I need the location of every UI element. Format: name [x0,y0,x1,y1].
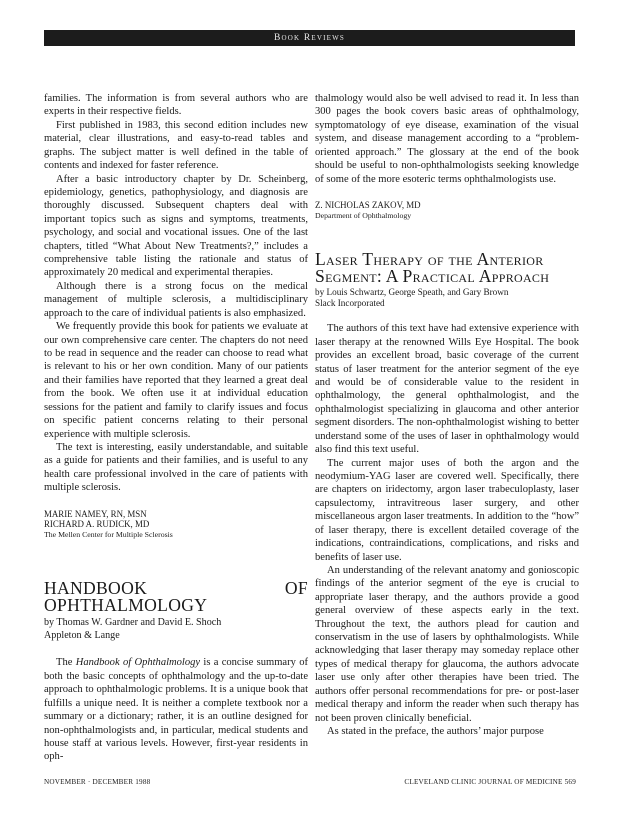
body-paragraph: The text is interesting, easily understandable, and suitable as a guide for patients and their families, and is useful to any health care professional involved in the care of patients with multiple sclerosis. [44,441,308,494]
body-paragraph: thalmology would also be well advised to read it. In less than 300 pages the book covers basic areas of ophthalmology, symptomatology of eye disease, examination of the visual system, and disease management according to a “problem-oriented approach.” The glossary at the end of the book should be useful to non-ophthalmologists seeking knowledge of some of the more esoteric terms ophthalmologists use. [315,93,579,185]
body-paragraph: The current major uses of both the argon and the neodymium-YAG laser are covered well. Specifically, there are chapters on iridectomy, argon laser trabeculoplasty, laser capsulectomy, intravitreous laser surgery, and other miscellaneous argon laser treatments. In addition to the “how” of laser therapy, there is excellent detailed coverage of the indications, contraindications, complications, and risks and benefits of laser use. [315,457,579,563]
book-publisher: Appleton & Lange [44,630,120,642]
reviewer-name: MARIE NAMEY, RN, MSN [44,508,147,519]
book-title-italic: Handbook of Ophthalmology [75,657,201,669]
review-title: HANDBOOK OF OPHTHALMOLOGY [44,578,308,616]
book-authors: by Louis Schwartz, George Speath, and Gary Brown [315,287,509,298]
body-paragraph: families. The information is from several authors who are experts in their respective fields. [44,93,308,118]
review-title [315,251,579,285]
text-run: The [56,657,76,669]
body-paragraph: An understanding of the relevant anatomy and gonioscopic findings of the anterior segment of the eye is crucial to appropriate laser therapy, and the authors provide a good general overview of these aspects early in the text. Throughout the text, the authors plead for caution and conservatism in the use of lasers by ophthalmologists. While acknowledging that laser therapy may someday replace other types of medical therapy for glaucoma, the authors advocate laser use only after other therapies have been tried. The authors offer personal recommendations for pre- or post-laser medical therapy and inform the reader when such therapy has not been proven clinically beneficial. [315,564,579,724]
book-authors: by Thomas W. Gardner and David E. Shoch [44,617,222,629]
reviewer-name: Z. NICHOLAS ZAKOV, MD [315,199,421,210]
body-paragraph: As stated in the preface, the authors’ major purpose [327,725,544,737]
body-paragraph [44,656,308,763]
reviewer-affiliation: The Mellen Center for Multiple Sclerosis [44,529,173,539]
review-title-line: Segment: A Practical Approach [315,266,550,287]
body-paragraph: The authors of this text have had extensive experience with laser therapy at the renowned Wills Eye Hospital. The book provides an excellent broad, basic coverage of the current status of laser treatment for the anterior segment of the eye and would be of considerable value to the resident in ophthalmology, the general ophthalmologist, and the ophthalmologist specializing in glaucoma and other anterior segment disorders. The non-ophthalmologist wishing to better understand some of the uses of laser in ophthalmology would also find this text useful. [315,323,579,456]
book-publisher: Slack Incorporated [315,297,385,308]
right-column [315,92,579,738]
review-title-line: Laser Therapy of the Anterior [315,249,544,270]
body-paragraph: Although there is a strong focus on the medical management of multiple sclerosis, a multidisciplinary approach to the care of individual patients is also emphasized. [44,280,308,319]
reviewer-affiliation: Department of Ophthalmology [315,210,412,220]
text-run: is a concise summary of both the basic concepts of ophthalmology and the up-to-date approach to ophthalmologic problems. It is a unique book that fulfills a unique need. It is neither a complete textbook nor a summary or a dictionary; rather, it is an outline designed for non-ophthalmologists and, in particular, medical students and house staff at various levels. However, first-year residents in oph- [44,657,308,763]
footer-journal-page: CLEVELAND CLINIC JOURNAL OF MEDICINE 569 [404,778,576,786]
left-column [44,92,308,764]
body-paragraph: First published in 1983, this second edition includes new material, clear illustrations, and easy-to-read tables and graphs. The subject matter is well defined in the table of contents and indexed for faster reference. [44,119,308,172]
footer-date: NOVEMBER · DECEMBER 1988 [44,778,151,786]
body-paragraph: After a basic introductory chapter by Dr. Scheinberg, epidemiology, genetics, pathophysiology, and diagnosis are thoroughly discussed. Subsequent chapters deal with important topics such as signs and symptoms, treatments, psychology, and social and vocational issues. One of the last chapters, titled “What About New Treatments?,” includes a comprehensive table listing the rationale and status of approximately 20 medical and experimental therapies. [44,173,308,279]
section-title: Book Reviews [273,33,346,43]
reviewer-name: RICHARD A. RUDICK, MD [44,519,150,530]
body-paragraph: We frequently provide this book for patients we evaluate at our own comprehensive care center. The chapters do not need to be read in sequence and the reader can choose to read what is relevant to his or her own condition. Many of our patients and their families have reported that they learned a great deal from the book. We often use it at individual education sessions for the patient and family to clarify issues and focus on specific patient concerns relating to their personal experience with multiple sclerosis. [44,321,308,440]
section-header-bar [44,30,575,46]
